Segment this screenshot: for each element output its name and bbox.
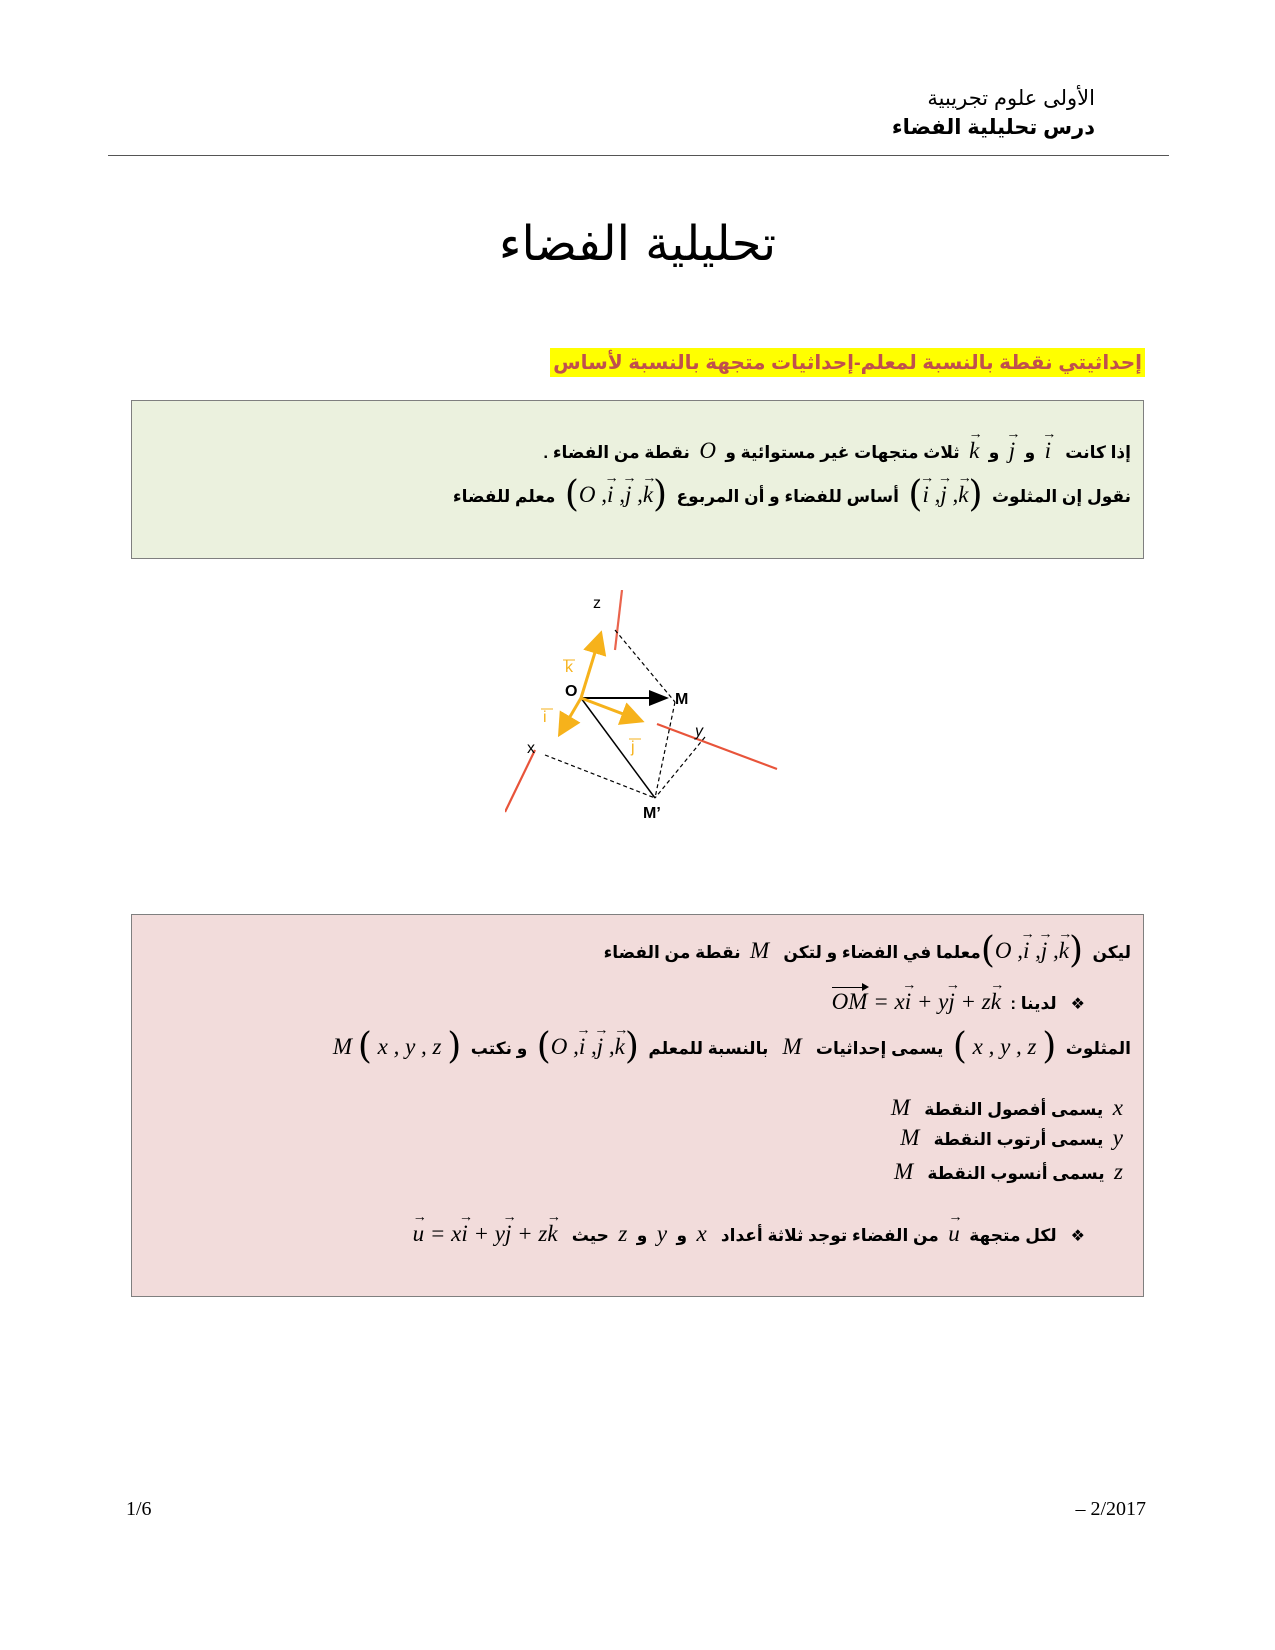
label-z: z [593, 595, 601, 612]
label-k: k [565, 659, 573, 676]
dashed-z-m [615, 630, 675, 702]
header-class: الأولى علوم تجريبية [927, 87, 1095, 110]
coordinates-box [131, 914, 1144, 1297]
header-rule [108, 155, 1169, 156]
y-axis [657, 724, 777, 769]
i-vector [561, 698, 581, 732]
label-M: M [675, 691, 689, 708]
coordinates-line-1: ليكن (O ,→ i ,→ j ,→ k)معلما في الفضاء و لتكن M نقطة من الفضاء [604, 933, 1131, 969]
x-axis [505, 750, 535, 812]
vector-decomposition-line: ❖لكل متجهة → u من الفضاء توجد ثلاثة أعداد x و y و z حيث → u = x→ i + y→ j + z→ k [413, 1221, 1085, 1247]
label-y: y [695, 723, 703, 740]
abscissa-line: x يسمى أفصول النقطة M [890, 1095, 1123, 1120]
section-heading: إحداثيتي نقطة بالنسبة لمعلم-إحداثيات متجهة بالنسبة لأساس [550, 348, 1145, 377]
definition-line-1: إذا كانت → i و → j و → k ثلاث متجهات غير مستوائية و O نقطة من الفضاء . [543, 438, 1131, 464]
ordinate-line: y يسمى أرتوب النقطة M [900, 1125, 1123, 1150]
page-number: 1/6 [126, 1498, 152, 1520]
label-i: i [543, 709, 547, 726]
coordinates-line-2: ❖لدينا : OM = x→ i + y→ j + z→ k [832, 987, 1085, 1015]
definition-line-2: نقول إن المثلوث (→ i ,→ j ,→ k) أساس للفضاء و أن المربوع (O ,→ i ,→ j ,→ k) معلم للفضاء [453, 477, 1131, 513]
definition-box [131, 400, 1144, 559]
dashed-y-m2 [655, 737, 705, 798]
z-axis [615, 590, 622, 650]
page-title: تحليلية الفضاء [498, 216, 777, 272]
k-vector [581, 636, 600, 698]
label-x: x [527, 740, 535, 757]
dashed-m-m2 [655, 702, 675, 798]
label-j: j [631, 739, 635, 756]
label-M-prime: M’ [643, 805, 661, 822]
page-header [892, 86, 1095, 140]
header-lesson: درس تحليلية الفضاء [891, 116, 1095, 139]
axes-diagram [505, 590, 785, 870]
cote-line: z يسمى أنسوب النقطة M [894, 1159, 1123, 1184]
coordinate-figure [505, 590, 785, 875]
label-O: O [565, 683, 578, 700]
coordinates-line-3: المثلوث ( x , y , z ) يسمى إحداثيات M بالنسبة للمعلم (O ,→ i ,→ j ,→ k) و نكتب M ( x , y , z ) [333, 1029, 1131, 1065]
footer-year: – 2/2017 [1075, 1498, 1146, 1520]
